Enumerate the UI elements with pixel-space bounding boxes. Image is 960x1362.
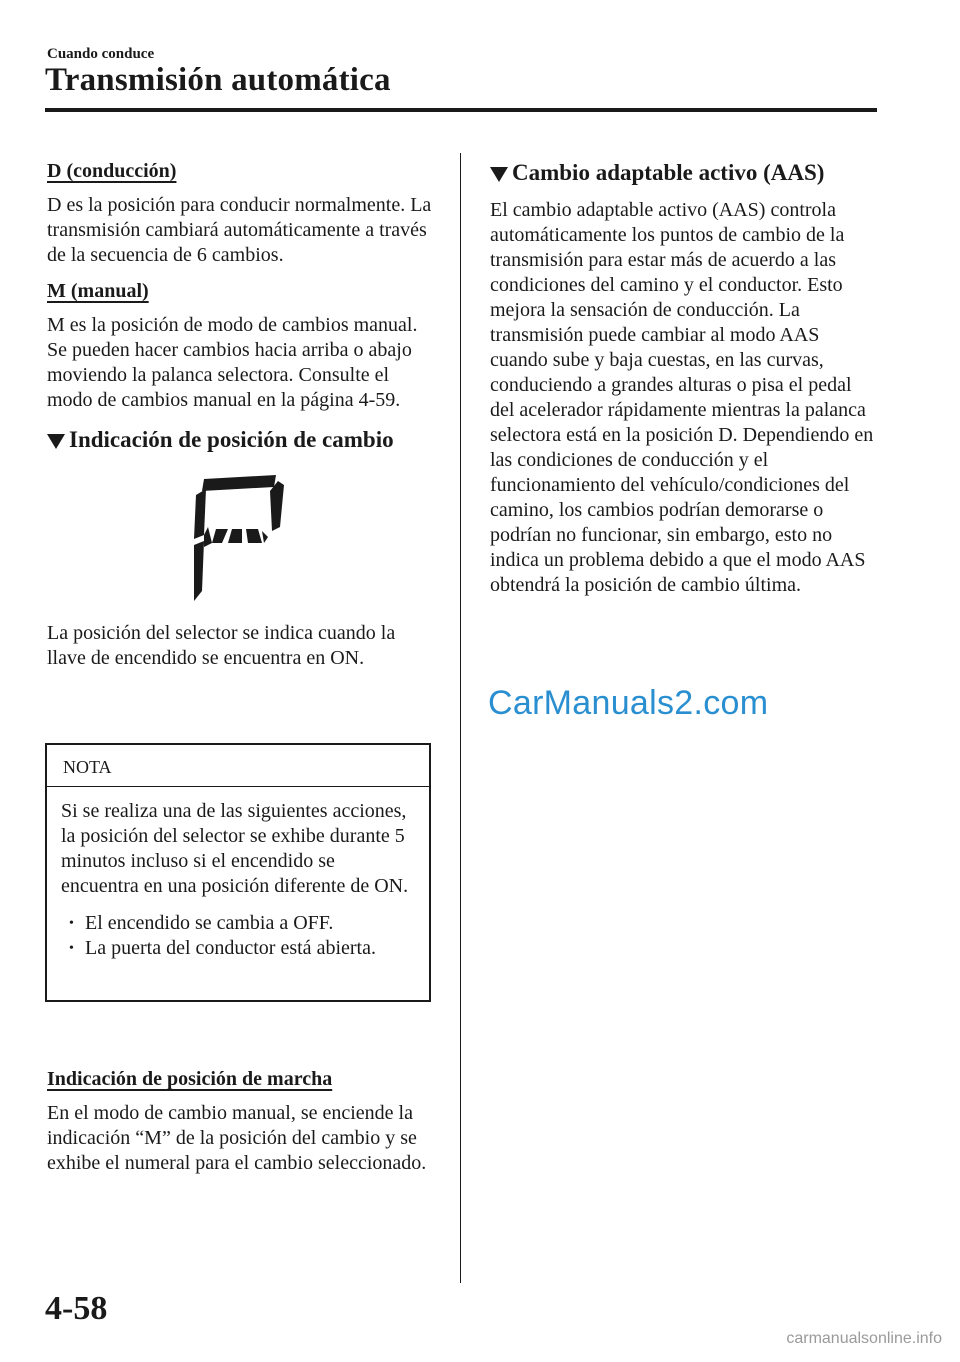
d-heading: D (conducción) [47,160,177,182]
section-triangle-icon [490,167,508,182]
gear-text: En el modo de cambio manual, se enciende la indicación “M” de la posición del cambio y se exhibe el numeral para el cambio seleccionado. [47,1102,427,1174]
indic-section-heading [47,427,437,453]
aas-heading: Cambio adaptable activo (AAS) [512,160,825,185]
header-rule [45,108,877,112]
left-column [47,160,437,671]
d-text: D es la posición para conducir normalmente. La transmisión cambiará automáticamente a través de la secuencia de 6 cambios. [47,194,432,266]
watermark: CarManuals2.com [488,684,769,722]
aas-section-heading [490,160,880,186]
note-bullet: • La puerta del conductor está abierta. [61,936,417,961]
shift-position-display-p-icon [192,475,292,603]
indic-heading: Indicación de posición de cambio [69,427,394,452]
section-triangle-icon [47,434,65,449]
indic-text: La posición del selector se indica cuando la llave de encendido se encuentra en ON. [47,622,396,669]
aas-text: El cambio adaptable activo (AAS) controla automáticamente los puntos de cambio de la transmisión para estar más de acuerdo a las condiciones del camino y el conductor. Esto mejora la sensación de conducción. La transmisión puede cambiar al modo AAS cuando sube y baja cuestas, en las curvas, conduciendo a grandes alturas o pisa el pedal del acelerador rápidamente mientras la palanca selectora está en la posición D. Dependiendo en las condiciones de conducción y el funcionamiento del vehículo/condiciones del camino, los cambios podrían demorarse o podrían no funcionar, sin embargo, esto no indica un problema debido a que el modo AAS obtendrá la posición de cambio última. [490,199,874,596]
section-label: Cuando conduce [47,46,155,62]
gear-section [47,1068,437,1176]
right-column [490,160,880,598]
note-label: NOTA [47,745,429,787]
note-body [47,787,429,961]
note-text: Si se realiza una de las siguientes acciones, la posición del selector se exhibe durante 5 minutos incluso si el encendido se encuentra en una posición diferente de ON. [61,800,409,897]
note-box [45,743,431,1002]
m-heading: M (manual) [47,280,149,302]
m-text: M es la posición de modo de cambios manual. Se pueden hacer cambios hacia arriba o abajo moviendo la palanca selectora. Consulte el modo de cambios manual en la página 4-59. [47,314,418,411]
gear-heading: Indicación de posición de marcha [47,1068,333,1090]
page-number: 4-58 [45,1290,108,1327]
column-divider [460,153,461,1283]
note-bullet: • El encendido se cambia a OFF. [61,911,417,936]
page-title: Transmisión automática [45,62,391,98]
site-watermark: carmanualsonline.info [786,1330,942,1347]
note-bullets [61,911,417,961]
